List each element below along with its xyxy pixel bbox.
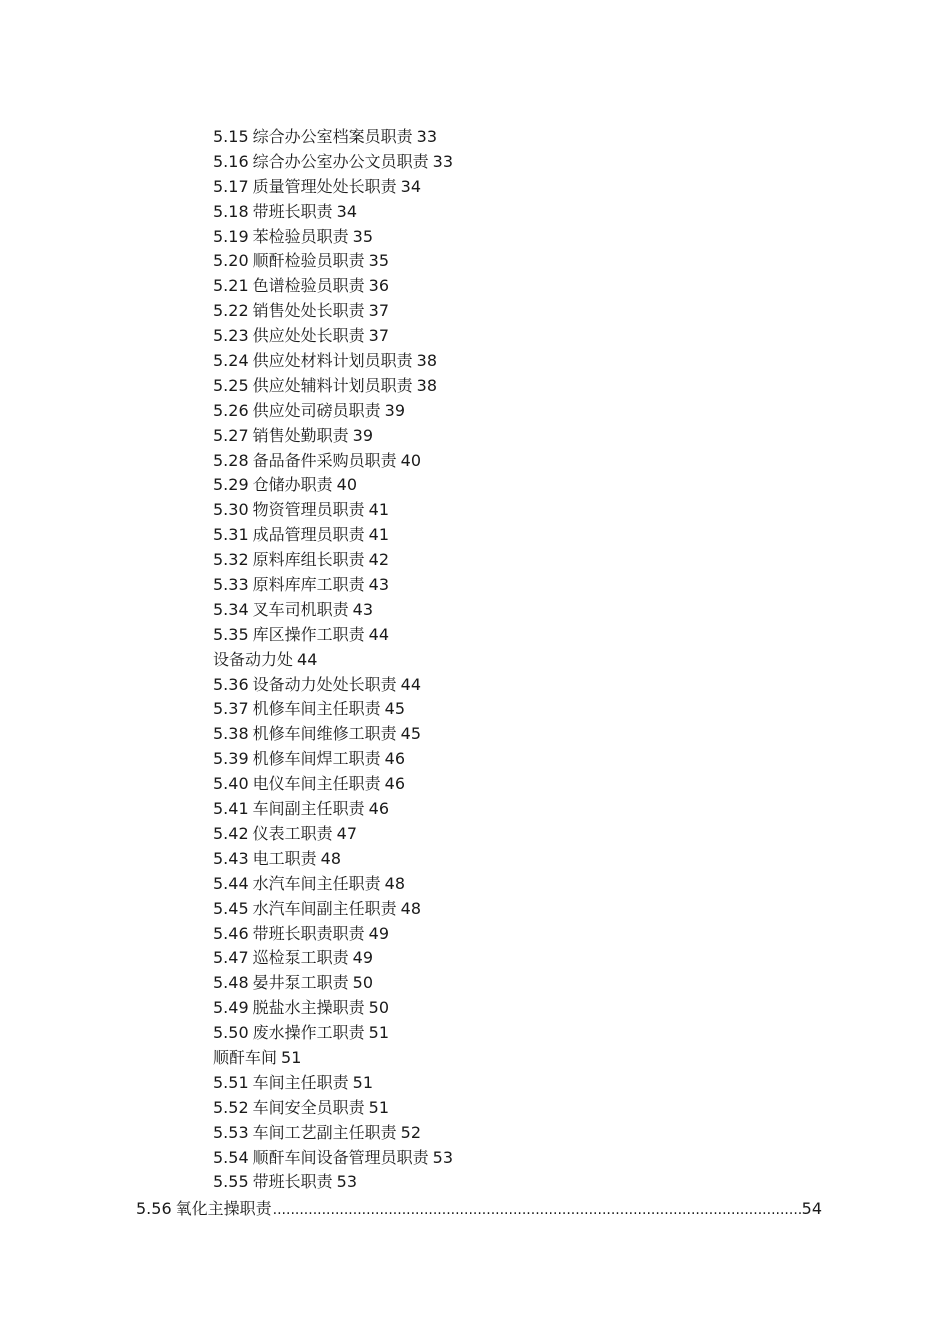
- toc-entry-number: 5.25: [213, 375, 249, 395]
- toc-entry-title: 综合办公室档案员职责: [252, 127, 413, 146]
- toc-entry-number: 5.39: [213, 749, 249, 769]
- toc-entry[interactable]: [213, 772, 453, 797]
- toc-entry[interactable]: [213, 175, 453, 200]
- toc-entry-page: 34: [336, 201, 357, 221]
- toc-entry-title: 顺酐车间: [213, 1047, 278, 1067]
- toc-entry[interactable]: [213, 623, 453, 648]
- toc-entry-title: 销售处勤职责: [252, 425, 349, 445]
- toc-entry-title: 巡检泵工职责: [252, 948, 349, 968]
- toc-entry-page: 42: [368, 550, 389, 570]
- toc-entry-title: 供应处辅料计划员职责: [252, 375, 413, 395]
- toc-entry-title: 综合办公室办公文员职责: [252, 151, 429, 171]
- toc-entry-page: 39: [384, 400, 405, 420]
- toc-entry[interactable]: [213, 971, 453, 996]
- toc-entry[interactable]: [213, 399, 453, 424]
- toc-entry-number: 5.18: [213, 201, 249, 221]
- toc-entry-number: 5.37: [213, 699, 249, 719]
- toc-entry-page: 40: [336, 475, 357, 495]
- toc-entry-page: 50: [368, 998, 389, 1018]
- toc-entry[interactable]: [213, 673, 453, 698]
- toc-entry-title: 带班长职责职责: [252, 923, 365, 943]
- toc-entry[interactable]: [213, 1121, 453, 1146]
- toc-entry-title: 仪表工职责: [252, 823, 333, 843]
- toc-entry-number: 5.48: [213, 973, 249, 993]
- table-of-contents: [213, 125, 453, 1195]
- toc-entry-page: 50: [352, 973, 373, 993]
- toc-entry-title: 带班长职责: [252, 201, 333, 221]
- toc-entry[interactable]: [213, 150, 453, 175]
- toc-entry-page: 46: [384, 774, 405, 794]
- toc-entry[interactable]: [213, 299, 453, 324]
- toc-entry-number: 5.27: [213, 425, 249, 445]
- toc-entry-page: 44: [400, 674, 421, 694]
- toc-entry-page: 51: [281, 1047, 302, 1067]
- toc-entry-number: 5.49: [213, 998, 249, 1018]
- toc-entry-number: 5.54: [213, 1147, 249, 1167]
- toc-entry-page: 51: [368, 1097, 389, 1117]
- toc-entry-title: 电工职责: [252, 848, 317, 868]
- toc-entry-number: 5.55: [213, 1172, 249, 1192]
- toc-entry-number: 5.38: [213, 724, 249, 744]
- toc-entry-number: 5.26: [213, 400, 249, 420]
- toc-entry[interactable]: [213, 424, 453, 449]
- toc-entry-number: 5.17: [213, 176, 249, 196]
- toc-entry-number: 5.47: [213, 948, 249, 968]
- toc-entry-number: 5.40: [213, 774, 249, 794]
- toc-entry-title: 成品管理员职责: [252, 525, 365, 545]
- toc-entry[interactable]: [213, 697, 453, 722]
- toc-entry-page: 37: [368, 301, 389, 321]
- toc-entry-title: 车间副主任职责: [252, 799, 365, 819]
- toc-entry-page: 44: [368, 624, 389, 644]
- toc-entry-page: 48: [320, 848, 341, 868]
- toc-entry[interactable]: [213, 598, 453, 623]
- toc-entry-page: 41: [368, 525, 389, 545]
- toc-entry-number: 5.42: [213, 823, 249, 843]
- toc-entry[interactable]: [213, 1146, 453, 1171]
- toc-entry-title: 废水操作工职责: [252, 1023, 365, 1043]
- toc-entry-number: 5.34: [213, 599, 249, 619]
- toc-entry-number: 5.21: [213, 276, 249, 296]
- toc-entry-number: 5.24: [213, 351, 249, 371]
- toc-entry-title: 原料库组长职责: [252, 550, 365, 570]
- toc-entry[interactable]: [213, 1170, 453, 1195]
- toc-entry-number: 5.23: [213, 326, 249, 346]
- toc-entry-title: 车间安全员职责: [252, 1097, 365, 1117]
- toc-entry-page: 34: [400, 176, 421, 196]
- toc-entry-page: 47: [336, 823, 357, 843]
- toc-entry-title: 质量管理处处长职责: [252, 176, 397, 196]
- toc-entry-page: 54: [801, 1199, 822, 1218]
- toc-entry-page: 33: [416, 127, 437, 146]
- toc-entry-number: 5.33: [213, 575, 249, 595]
- toc-entry-title: 设备动力处处长职责: [252, 674, 397, 694]
- toc-entry-page: 45: [400, 724, 421, 744]
- toc-entry[interactable]: [213, 374, 453, 399]
- toc-entry-title: 电仪车间主任职责: [252, 774, 381, 794]
- toc-entry-number: 5.44: [213, 873, 249, 893]
- toc-entry[interactable]: [213, 872, 453, 897]
- toc-entry-number: 5.53: [213, 1122, 249, 1142]
- toc-entry-number: 5.43: [213, 848, 249, 868]
- toc-entry-title: 机修车间焊工职责: [252, 749, 381, 769]
- toc-entry-title: 原料库库工职责: [252, 575, 365, 595]
- toc-entry-page: 51: [368, 1023, 389, 1043]
- toc-entry[interactable]: [213, 200, 453, 225]
- toc-entry[interactable]: [213, 1046, 453, 1071]
- toc-entry-title: 苯检验员职责: [252, 226, 349, 246]
- toc-entry-page: 41: [368, 500, 389, 520]
- toc-entry-page: 38: [416, 375, 437, 395]
- toc-entry-number: 5.20: [213, 251, 249, 271]
- toc-entry-title: 车间主任职责: [252, 1072, 349, 1092]
- toc-entry-number: 5.29: [213, 475, 249, 495]
- toc-entry-title: 水汽车间副主任职责: [252, 898, 397, 918]
- toc-entry-title: 备品备件采购员职责: [252, 450, 397, 470]
- toc-entry-number: 5.30: [213, 500, 249, 520]
- toc-entry-page: 38: [416, 351, 437, 371]
- toc-entry-title: 氧化主操职责: [175, 1199, 272, 1218]
- toc-entry[interactable]: [213, 548, 453, 573]
- toc-entry-number: 5.56: [136, 1199, 172, 1218]
- toc-entry-number: 5.32: [213, 550, 249, 570]
- toc-entry[interactable]: [213, 274, 453, 299]
- toc-entry-number: 5.35: [213, 624, 249, 644]
- toc-entry[interactable]: [213, 324, 453, 349]
- toc-entry-page: 44: [297, 649, 318, 669]
- toc-entry-title: 设备动力处: [213, 649, 294, 669]
- toc-entry-title: 晏井泵工职责: [252, 973, 349, 993]
- toc-entry-page: 36: [368, 276, 389, 296]
- toc-entry[interactable]: [213, 747, 453, 772]
- toc-entry-number: 5.28: [213, 450, 249, 470]
- toc-entry-number: 5.52: [213, 1097, 249, 1117]
- toc-entry-number: 5.31: [213, 525, 249, 545]
- toc-entry-title: 水汽车间主任职责: [252, 873, 381, 893]
- toc-entry-page: 49: [352, 948, 373, 968]
- toc-entry[interactable]: [213, 449, 453, 474]
- dot-leader: [273, 1196, 801, 1223]
- toc-entry[interactable]: [213, 797, 453, 822]
- toc-entry-page: 33: [432, 151, 453, 171]
- toc-entry[interactable]: [213, 897, 453, 922]
- toc-entry-last[interactable]: [136, 1196, 822, 1221]
- toc-entry[interactable]: [213, 573, 453, 598]
- toc-entry-page: 45: [384, 699, 405, 719]
- toc-entry-number: 5.22: [213, 301, 249, 321]
- toc-entry-page: 35: [352, 226, 373, 246]
- toc-entry[interactable]: [213, 473, 453, 498]
- toc-entry-page: 52: [400, 1122, 421, 1142]
- toc-entry[interactable]: [213, 946, 453, 971]
- toc-entry-title: 色谱检验员职责: [252, 276, 365, 296]
- toc-entry-page: 46: [368, 799, 389, 819]
- toc-entry-page: 48: [384, 873, 405, 893]
- toc-entry-title: 销售处处长职责: [252, 301, 365, 321]
- toc-entry-title: 机修车间主任职责: [252, 699, 381, 719]
- toc-entry[interactable]: [213, 996, 453, 1021]
- toc-entry-title: 供应处材料计划员职责: [252, 351, 413, 371]
- toc-entry[interactable]: [213, 498, 453, 523]
- toc-entry[interactable]: [213, 822, 453, 847]
- toc-entry-page: 40: [400, 450, 421, 470]
- toc-entry[interactable]: [213, 523, 453, 548]
- toc-entry-number: 5.16: [213, 151, 249, 171]
- toc-entry[interactable]: [213, 1071, 453, 1096]
- toc-entry-page: 48: [400, 898, 421, 918]
- toc-entry-page: 43: [352, 599, 373, 619]
- toc-entry-title: 叉车司机职责: [252, 599, 349, 619]
- toc-entry[interactable]: [213, 1021, 453, 1046]
- toc-entry[interactable]: [213, 1096, 453, 1121]
- toc-entry-title: 顺酐检验员职责: [252, 251, 365, 271]
- toc-entry-page: 35: [368, 251, 389, 271]
- toc-entry[interactable]: [213, 249, 453, 274]
- toc-entry-page: 39: [352, 425, 373, 445]
- toc-entry-page: 43: [368, 575, 389, 595]
- toc-entry-number: 5.15: [213, 127, 249, 146]
- toc-entry-title: 供应处处长职责: [252, 326, 365, 346]
- toc-entry-number: 5.51: [213, 1072, 249, 1092]
- toc-entry[interactable]: [213, 225, 453, 250]
- toc-entry-title: 车间工艺副主任职责: [252, 1122, 397, 1142]
- toc-entry[interactable]: [213, 349, 453, 374]
- toc-entry-number: 5.45: [213, 898, 249, 918]
- toc-entry-title: 机修车间维修工职责: [252, 724, 397, 744]
- toc-entry-page: 49: [368, 923, 389, 943]
- toc-entry-title: 物资管理员职责: [252, 500, 365, 520]
- toc-entry-title: 仓储办职责: [252, 475, 333, 495]
- toc-entry-title: 顺酐车间设备管理员职责: [252, 1147, 429, 1167]
- toc-entry-page: 51: [352, 1072, 373, 1092]
- toc-entry[interactable]: [213, 922, 453, 947]
- toc-entry[interactable]: [213, 125, 453, 150]
- toc-entry-number: 5.41: [213, 799, 249, 819]
- toc-entry-title: 带班长职责: [252, 1172, 333, 1192]
- toc-entry-page: 37: [368, 326, 389, 346]
- toc-entry-page: 53: [432, 1147, 453, 1167]
- toc-entry-page: 53: [336, 1172, 357, 1192]
- toc-entry[interactable]: [213, 722, 453, 747]
- toc-entry-number: 5.19: [213, 226, 249, 246]
- toc-entry-number: 5.46: [213, 923, 249, 943]
- toc-entry-title: 库区操作工职责: [252, 624, 365, 644]
- toc-entry[interactable]: [213, 847, 453, 872]
- toc-entry-title: 脱盐水主操职责: [252, 998, 365, 1018]
- toc-entry-page: 46: [384, 749, 405, 769]
- toc-entry-title: 供应处司磅员职责: [252, 400, 381, 420]
- toc-entry-number: 5.36: [213, 674, 249, 694]
- toc-entry-number: 5.50: [213, 1023, 249, 1043]
- toc-entry[interactable]: [213, 648, 453, 673]
